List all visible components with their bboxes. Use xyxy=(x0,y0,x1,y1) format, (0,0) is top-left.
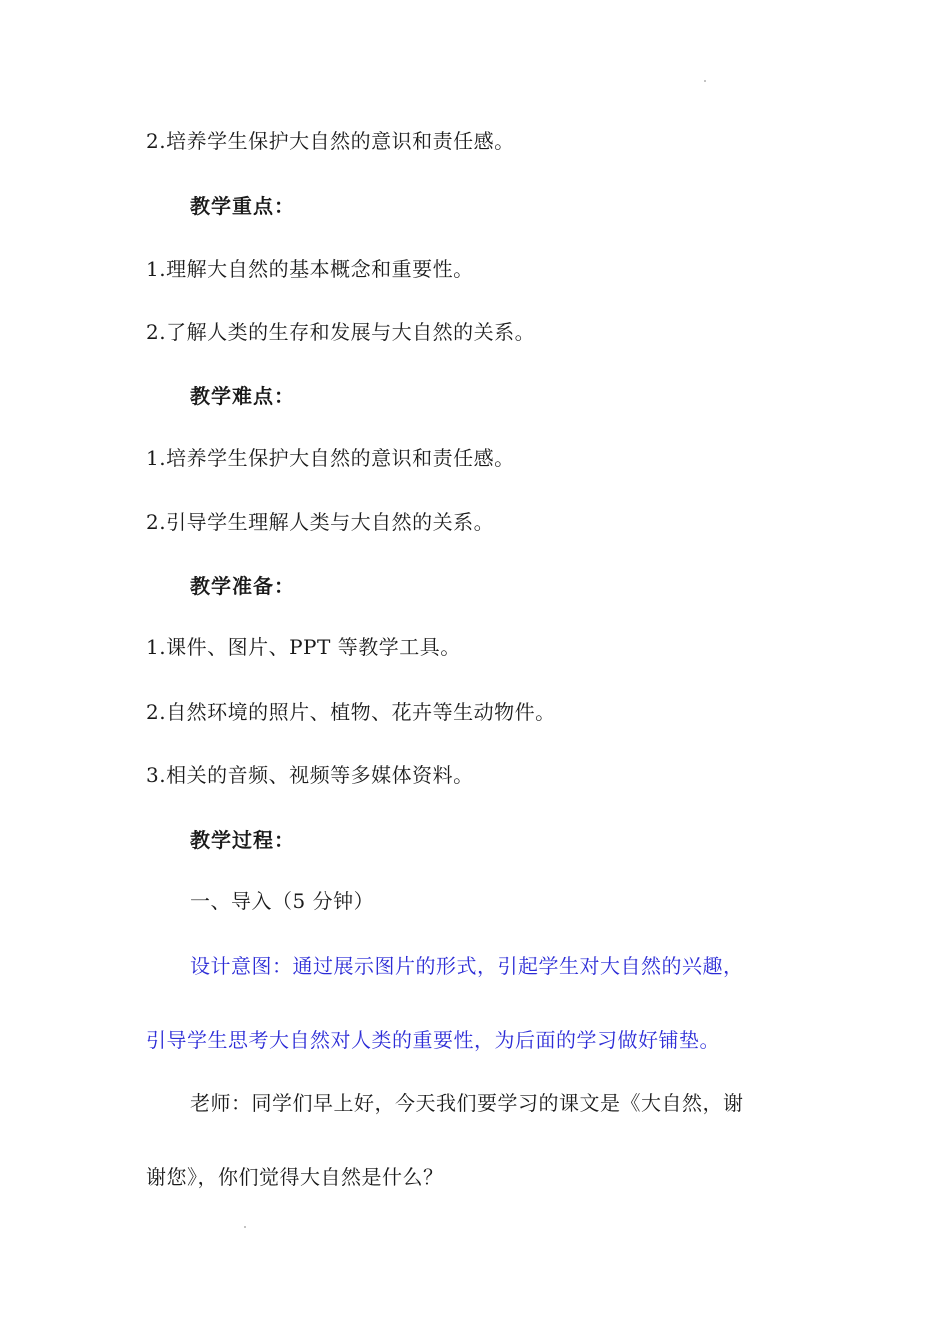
section-intro-title: 一、导入（5 分钟） xyxy=(190,889,375,913)
teacher-line-2: 谢您》，你们觉得大自然是什么？ xyxy=(146,1165,444,1189)
design-intent-line-2: 引导学生思考大自然对人类的重要性，为后面的学习做好铺垫。 xyxy=(146,1028,720,1052)
preparation-2: 2.自然环境的照片、植物、花卉等生动物件。 xyxy=(146,700,556,724)
heading-difficulties: 教学难点： xyxy=(190,384,295,408)
teacher-line-1: 老师：同学们早上好，今天我们要学习的课文是《大自然，谢 xyxy=(190,1091,744,1115)
preparation-3: 3.相关的音频、视频等多媒体资料。 xyxy=(146,763,474,787)
design-intent-line-1: 设计意图：通过展示图片的形式，引起学生对大自然的兴趣， xyxy=(190,954,744,978)
heading-preparation: 教学准备： xyxy=(190,574,295,598)
key-point-1: 1.理解大自然的基本概念和重要性。 xyxy=(146,257,474,281)
preparation-1: 1.课件、图片、PPT 等教学工具。 xyxy=(146,635,461,659)
goal-line-2: 2.培养学生保护大自然的意识和责任感。 xyxy=(146,129,515,153)
scan-speck xyxy=(244,1226,246,1228)
heading-key-points: 教学重点： xyxy=(190,194,295,218)
difficulty-1: 1.培养学生保护大自然的意识和责任感。 xyxy=(146,446,515,470)
scan-speck xyxy=(704,80,706,82)
difficulty-2: 2.引导学生理解人类与大自然的关系。 xyxy=(146,510,495,534)
key-point-2: 2.了解人类的生存和发展与大自然的关系。 xyxy=(146,320,536,344)
heading-process: 教学过程： xyxy=(190,828,295,852)
